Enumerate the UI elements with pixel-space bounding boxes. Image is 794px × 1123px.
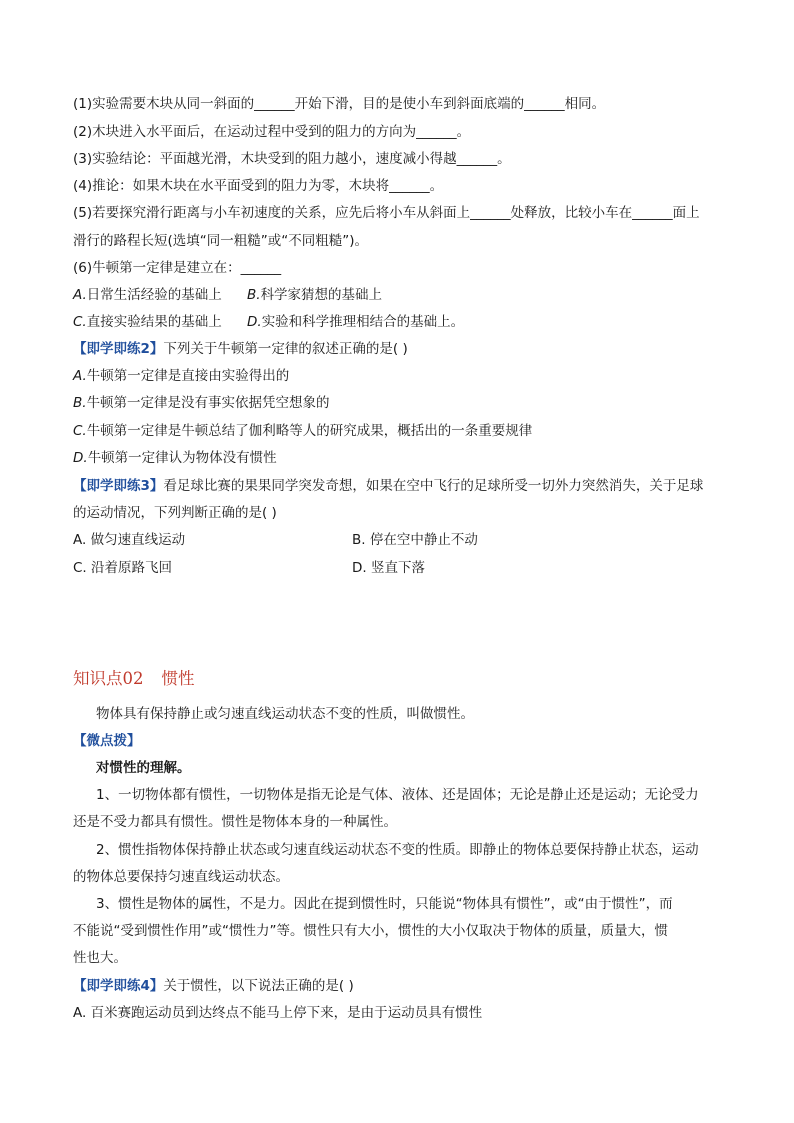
option-text: 日常生活经验的基础上 [86,287,222,303]
q1-item-5: (5)若要探究滑行距离与小车初速度的关系，应先后将小车从斜面上______处释放，比较小车在______面上 [73,205,700,221]
question-text: 关于惯性，以下说法正确的是( ) [163,978,354,994]
option-text: 实验和科学推理相结合的基础上。 [261,314,465,330]
point-3-line2: 不能说“受到惯性作用”或“惯性力”等。惯性只有大小，惯性的大小仅取决于物体的质量，质量大，惯 [73,923,668,939]
tip-tag [73,731,141,751]
q1-item-4: (4)推论：如果木块在水平面受到的阻力为零，木块将______。 [73,178,444,194]
q1-item-1: (1)实验需要木块从同一斜面的______开始下滑，目的是使小车到斜面底端的______相同。 [73,96,606,112]
q1-option-c [73,312,222,332]
option-letter: C. [73,423,87,439]
option-text: 牛顿第一定律是直接由实验得出的 [86,368,290,384]
point-2-line2: 的物体总要保持匀速直线运动状态。 [73,869,289,885]
q3-option-a: A. 做匀速直线运动 [73,532,186,548]
question-text: 看足球比赛的果果同学突发奇想，如果在空中飞行的足球所受一切外力突然消失，关于足球 [163,478,704,494]
q4-option-a: A. 百米赛跑运动员到达终点不能马上停下来，是由于运动员具有惯性 [73,1005,483,1021]
option-text: 牛顿第一定律认为物体没有惯性 [87,450,277,466]
q1-item-2: (2)木块进入水平面后，在运动过程中受到的阻力的方向为______。 [73,124,471,140]
exercise-tag: 【即学即练4】 [73,978,164,994]
option-letter: D. [73,450,88,466]
option-letter: B. [73,395,87,411]
point-1-line1: 1、一切物体都有惯性，一切物体是指无论是气体、液体、还是固体；无论是静止还是运动；无论受力 [96,787,699,803]
q2-option-c [73,421,532,441]
option-text: 直接实验结果的基础上 [86,314,222,330]
q3-option-c: C. 沿着原路飞回 [73,560,173,576]
option-letter: C. [73,314,87,330]
q2-option-b [73,393,330,413]
tip-title: 对惯性的理解。 [96,760,191,776]
q1-option-b [247,285,382,305]
section-heading [73,668,195,690]
option-text: 牛顿第一定律是牛顿总结了伽利略等人的研究成果，概括出的一条重要规律 [86,423,533,439]
option-text: 牛顿第一定律是没有事实依据凭空想象的 [86,395,330,411]
exercise-tag: 【即学即练3】 [73,478,164,494]
point-3-line1: 3、惯性是物体的属性，不是力。因此在提到惯性时，只能说“物体具有惯性”，或“由于惯性”，而 [96,896,673,912]
q2-option-a [73,366,289,386]
section-title: 惯性 [161,669,195,688]
option-text: 科学家猜想的基础上 [260,287,383,303]
q1-item-3: (3)实验结论：平面越光滑，木块受到的阻力越小，速度减小得越______。 [73,151,511,167]
q3-question-line2: 的运动情况，下列判断正确的是( ) [73,505,277,521]
option-letter: A. [73,287,87,303]
q1-item-5-cont: 滑行的路程长短(选填“同一粗糙”或“不同粗糙”)。 [73,233,369,249]
section-definition: 物体具有保持静止或匀速直线运动状态不变的性质，叫做惯性。 [96,706,474,722]
q4-question [73,976,354,996]
q2-question [73,339,408,359]
tip-tag-label: 【微点拨】 [73,733,141,749]
q1-option-a [73,285,222,305]
q1-item-6: (6)牛顿第一定律是建立在：______ [73,260,282,276]
point-1-line2: 还是不受力都具有惯性。惯性是物体本身的一种属性。 [73,814,397,830]
q3-option-b: B. 停在空中静止不动 [352,532,478,548]
q1-option-d [247,312,464,332]
option-letter: B. [247,287,261,303]
q3-question-line1 [73,476,703,496]
exercise-tag: 【即学即练2】 [73,341,164,357]
q2-option-d [73,448,277,468]
point-3-line3: 性也大。 [73,950,127,966]
section-number: 知识点02 [73,669,144,688]
option-letter: D. [247,314,262,330]
question-text: 下列关于牛顿第一定律的叙述正确的是( ) [163,341,408,357]
point-2-line1: 2、惯性指物体保持静止状态或匀速直线运动状态不变的性质。即静止的物体总要保持静止状态，运动 [96,842,699,858]
q3-option-d: D. 竖直下落 [352,560,425,576]
option-letter: A. [73,368,87,384]
